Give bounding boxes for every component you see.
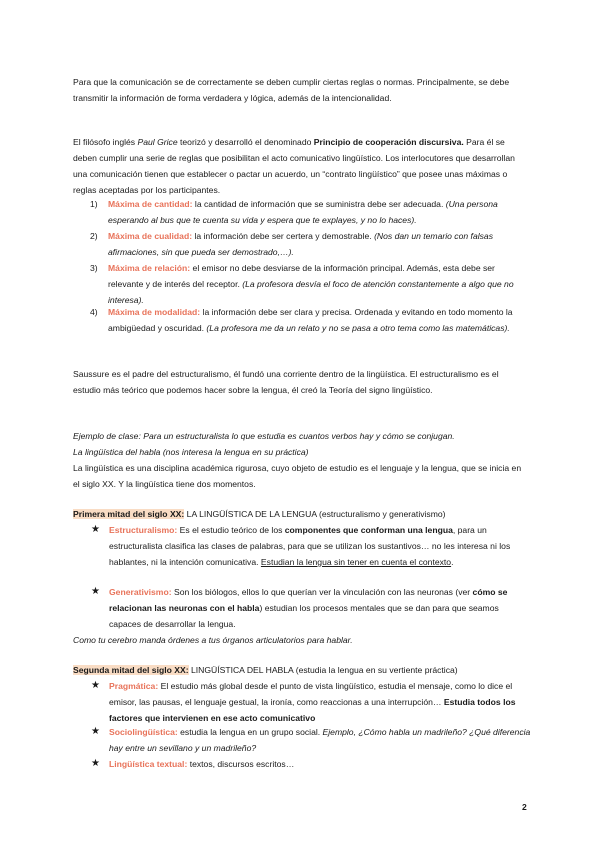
maxim-term: Máxima de cualidad:	[108, 231, 193, 241]
maxim-item	[90, 228, 530, 260]
second-half-title: LINGÜÍSTICA DEL HABLA (estudia la lengua en su vertiente práctica)	[188, 665, 458, 675]
intro-paragraph: Para que la comunicación se de correctamente se deben cumplir ciertas reglas o normas. Principalmente, se debe transmitir la información de forma verdadera y lógica, además de la intencionalidad.	[73, 77, 510, 103]
item-term: Pragmática:	[109, 681, 159, 691]
first-half-item	[91, 522, 531, 570]
item-text-2: , para un estructuralista clasifica las clases de palabras, para que se utilizan los sustantivos… no les interesa ni los hablantes, ni la intención comunicativa.	[109, 525, 511, 567]
item-term: Sociolingüística:	[109, 727, 178, 737]
item-bold: cómo se relacionan las neuronas con el habla	[109, 587, 508, 613]
example-class-line-2: La lingüística del habla (nos interesa la lengua en su práctica)	[73, 447, 309, 457]
item-term: Estructuralismo:	[109, 525, 178, 535]
example-class-line-1: Ejemplo de clase: Para un estructuralista lo que estudia es cuantos verbos hay y cómo se conjugan.	[73, 431, 455, 441]
maxim-item	[90, 260, 530, 308]
star-bullet-icon: ★	[91, 586, 100, 597]
first-half-title: LA LINGÜÍSTICA DE LA LENGUA (estructuralismo y generativismo)	[184, 509, 446, 519]
item-text-1: textos, discursos escritos…	[187, 759, 295, 769]
maxim-example: (Una persona esperando al bus que te cuenta su vida y espera que te explayes, y no lo haces).	[108, 199, 498, 225]
star-bullet-icon: ★	[91, 758, 100, 769]
maxim-example: (La profesora desvía el foco de atención constantemente a algo que no interesa).	[108, 279, 514, 305]
grice-text-3: Para él se deben cumplir una serie de reglas que posibilitan el acto comunicativo lingüístico. Los interlocutores que desarrollan una comunicación tienen que establecer o pactar un acuerdo, un “contrato lingüístico” que posee unas máximas o reglas aceptadas por los participantes.	[73, 137, 515, 195]
second-half-label: Segunda mitad del siglo XX:	[73, 665, 189, 675]
grice-author: Paul Grice	[137, 137, 178, 147]
item-example: Ejemplo, ¿Cómo habla un madrileño? ¿Qué diferencia hay entre un sevillano y un madrileño?	[109, 727, 531, 753]
linguistics-definition: La lingüística es una disciplina académica rigurosa, cuyo objeto de estudio es el lenguaje y la lengua, que se inicia en el siglo XX. Y la lingüística tiene dos momentos.	[73, 463, 522, 489]
maxim-term: Máxima de modalidad:	[108, 307, 201, 317]
second-half-heading	[73, 662, 528, 678]
item-underline: Estudian la lengua sin tener en cuenta el contexto	[260, 557, 452, 567]
maxim-number: 2)	[90, 231, 98, 241]
item-term: Generativismo:	[109, 587, 172, 597]
item-text-2: ) estudian los procesos mentales que se dan para que seamos capaces de desarrollar la lengua.	[109, 603, 499, 629]
maxim-text: la información debe ser clara y precisa. Ordenada y evitando en todo momento la ambigüedad y oscuridad.	[108, 307, 513, 333]
maxim-number: 1)	[90, 199, 98, 209]
maxim-number: 3)	[90, 263, 98, 273]
maxim-number: 4)	[90, 307, 98, 317]
second-half-item	[91, 724, 531, 756]
grice-text-2: teorizó y desarrolló el denominado	[177, 137, 314, 147]
maxim-text: la información debe ser certera y demostrable.	[192, 231, 375, 241]
grice-paragraph	[73, 134, 528, 198]
first-half-note: Como tu cerebro manda órdenes a tus órganos articulatorios para hablar.	[73, 635, 353, 645]
maxim-term: Máxima de relación:	[108, 263, 191, 273]
first-half-item	[91, 584, 531, 632]
maxim-item	[90, 196, 530, 228]
maxim-text: la cantidad de información que se suministra debe ser adecuada.	[192, 199, 446, 209]
page-number: 2	[522, 802, 527, 812]
item-text-1: estudia la lengua en un grupo social.	[177, 727, 323, 737]
saussure-paragraph: Saussure es el padre del estructuralismo, él fundó una corriente dentro de la lingüística. El estructuralismo es el estudio más teórico que podemos hacer sobre la lengua, él creó la Teoría del signo lingüístico.	[73, 369, 499, 395]
item-text-1: Es el estudio teórico de los	[177, 525, 285, 535]
star-bullet-icon: ★	[91, 524, 100, 535]
item-text-1: El estudio más global desde el punto de vista lingüístico, estudia el mensaje, como lo dice el emisor, las pausas, el lenguaje gestual, la ironía, como reaccionas a una interrupción…	[109, 681, 513, 707]
second-half-item	[91, 678, 531, 726]
second-half-item	[91, 756, 531, 772]
item-term: Lingüística textual:	[109, 759, 188, 769]
grice-principle: Principio de cooperación discursiva.	[313, 137, 464, 147]
item-text-3: .	[451, 557, 454, 567]
star-bullet-icon: ★	[91, 680, 100, 691]
star-bullet-icon: ★	[91, 726, 100, 737]
maxim-example: (Nos dan un temario con falsas afirmaciones, sin que pueda ser demostrado,…).	[108, 231, 494, 257]
grice-text-1: El filósofo inglés	[73, 137, 138, 147]
item-bold: componentes que conforman una lengua	[284, 525, 453, 535]
item-text-1: Son los biólogos, ellos lo que querían ver la vinculación con las neuronas (ver	[171, 587, 473, 597]
maxim-term: Máxima de cantidad:	[108, 199, 193, 209]
maxim-item	[90, 304, 530, 336]
first-half-heading	[73, 506, 528, 522]
maxim-text: el emisor no debe desviarse de la información principal. Además, esta debe ser relevante y de interés del receptor.	[108, 263, 495, 289]
item-bold: Estudia todos los factores que intervienen en ese acto comunicativo	[109, 697, 516, 723]
maxim-example: (La profesora me da un relato y no se pasa a otro tema como las matemáticas).	[206, 323, 510, 333]
first-half-label: Primera mitad del siglo XX:	[73, 509, 185, 519]
